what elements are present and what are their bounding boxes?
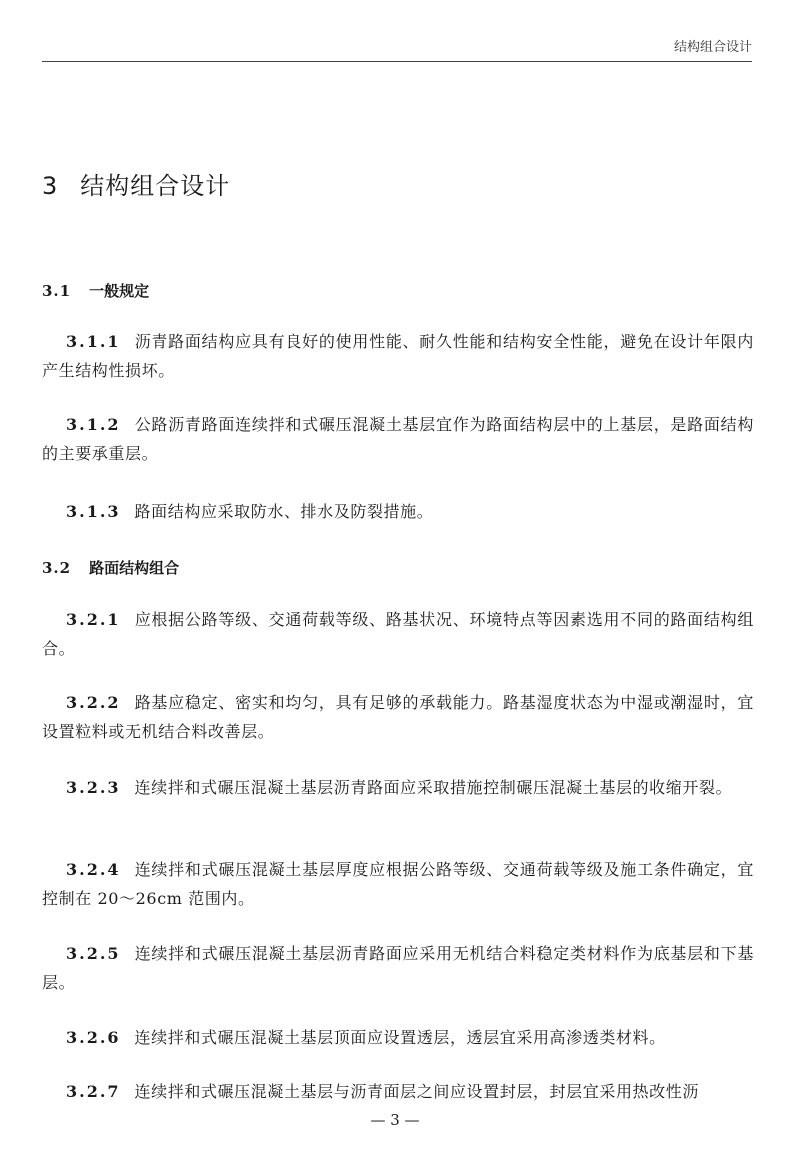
clause-text: 连续拌和式碾压混凝土基层沥青路面应采取措施控制碾压混凝土基层的收缩开裂。 — [134, 778, 733, 797]
clause-number: 3.1.1 — [66, 332, 121, 351]
section-heading-3-1 — [42, 280, 149, 301]
chapter-title — [42, 166, 230, 201]
clause-3-2-6 — [42, 1023, 754, 1052]
clause-number: 3.2.2 — [66, 693, 121, 712]
section-number: 3.1 — [42, 282, 72, 300]
clause-text: 路面结构应采取防水、排水及防裂措施。 — [134, 502, 434, 521]
clause-3-1-2 — [42, 410, 754, 468]
clause-number: 3.1.3 — [66, 502, 121, 521]
running-head: 结构组合设计 — [673, 40, 752, 55]
clause-text: 连续拌和式碾压混凝土基层顶面应设置透层，透层宜采用高渗透类材料。 — [134, 1028, 666, 1047]
clause-number: 3.1.2 — [66, 415, 121, 434]
clause-3-1-3 — [42, 497, 754, 526]
clause-text: 连续拌和式碾压混凝土基层沥青路面应采用无机结合料稳定类材料作为底基层和下基层。 — [42, 944, 754, 992]
clause-text: 连续拌和式碾压混凝土基层厚度应根据公路等级、交通荷载等级及施工条件确定，宜控制在 20～26cm 范围内。 — [42, 860, 754, 908]
page-number: — 3 — — [370, 1111, 420, 1129]
section-title: 路面结构组合 — [89, 559, 180, 577]
section-heading-3-2 — [42, 557, 179, 578]
chapter-title-text: 结构组合设计 — [80, 172, 231, 200]
clause-number: 3.2.6 — [66, 1028, 121, 1047]
clause-3-2-7 — [42, 1077, 754, 1106]
clause-text: 公路沥青路面连续拌和式碾压混凝土基层宜作为路面结构层中的上基层，是路面结构的主要承重层。 — [42, 415, 754, 463]
clause-3-1-1 — [42, 327, 754, 385]
clause-number: 3.2.7 — [66, 1082, 121, 1101]
clause-number: 3.2.5 — [66, 944, 121, 963]
header-rule — [42, 61, 752, 62]
clause-text: 应根据公路等级、交通荷载等级、路基状况、环境特点等因素选用不同的路面结构组合。 — [42, 610, 754, 658]
clause-3-2-1 — [42, 605, 754, 663]
clause-text: 连续拌和式碾压混凝土基层与沥青面层之间应设置封层，封层宜采用热改性沥 — [134, 1082, 699, 1101]
clause-3-2-2 — [42, 688, 754, 746]
clause-number: 3.2.1 — [66, 610, 121, 629]
clause-number: 3.2.3 — [66, 778, 121, 797]
chapter-number: 3 — [42, 172, 59, 200]
clause-3-2-5 — [42, 939, 754, 997]
section-title: 一般规定 — [89, 282, 150, 300]
clause-3-2-4 — [42, 855, 754, 913]
clause-text: 沥青路面结构应具有良好的使用性能、耐久性能和结构安全性能，避免在设计年限内产生结构性损坏。 — [42, 332, 754, 380]
clause-text: 路基应稳定、密实和均匀，具有足够的承载能力。路基湿度状态为中湿或潮湿时，宜设置粒料或无机结合料改善层。 — [42, 693, 754, 741]
clause-number: 3.2.4 — [66, 860, 121, 879]
clause-3-2-3 — [42, 773, 754, 802]
section-number: 3.2 — [42, 559, 72, 577]
